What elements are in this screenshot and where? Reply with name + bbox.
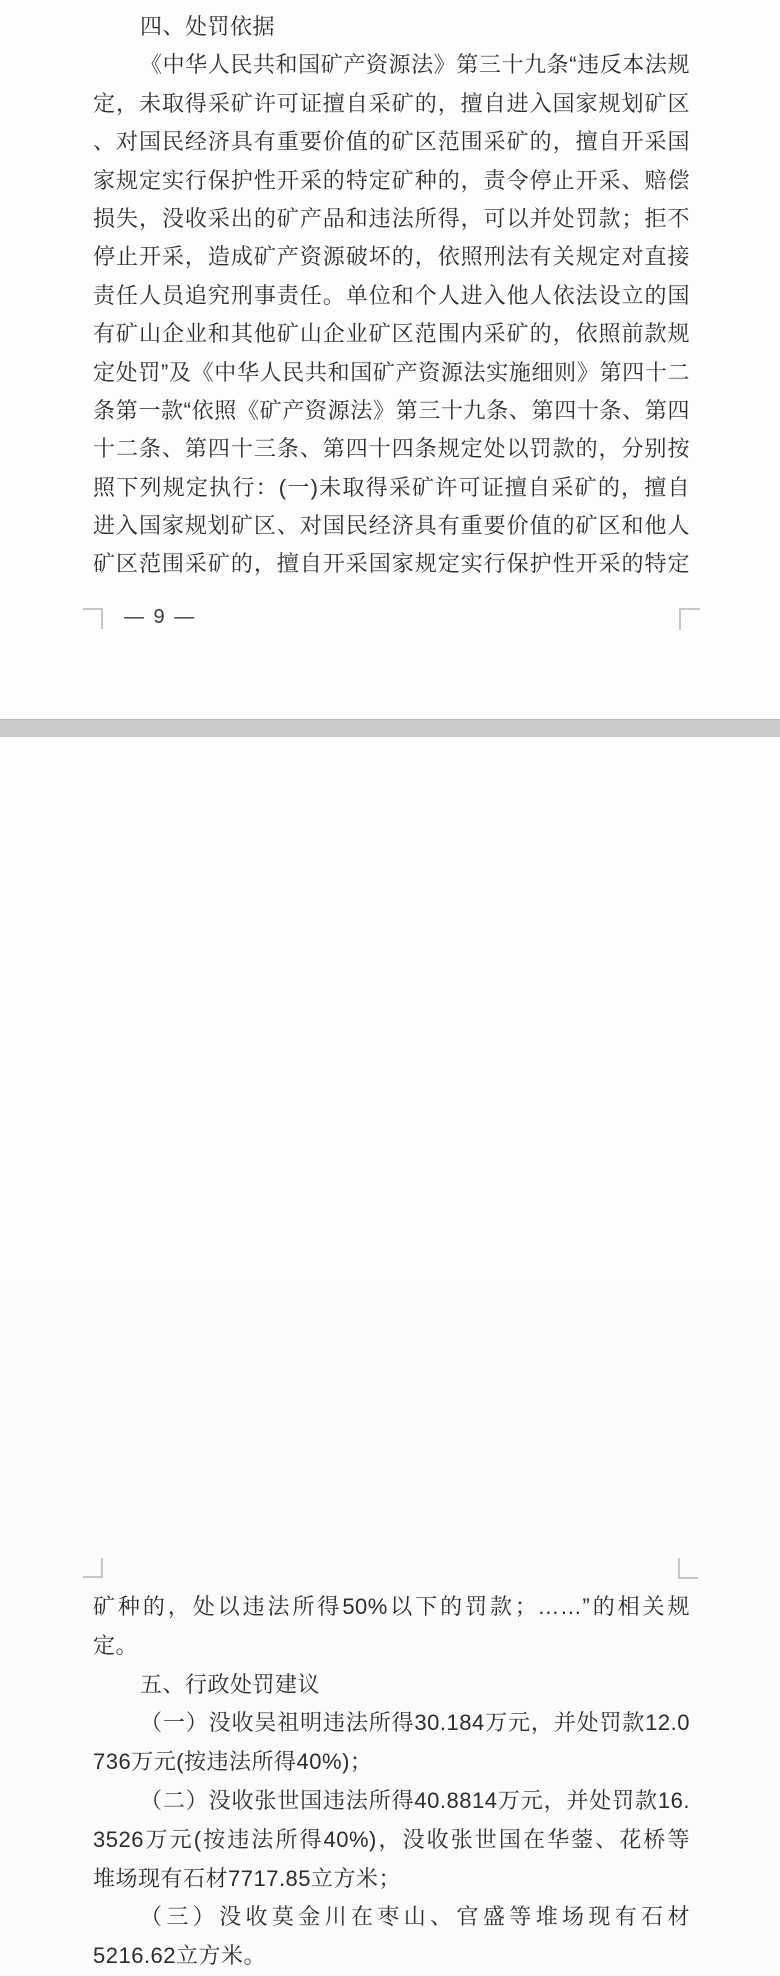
text-line: 定，未取得采矿许可证擅自采矿的，擅自进入国家规划矿区 [93,90,690,116]
text-line: 责任人员追究刑事责任。单位和个人进入他人依法设立的国 [93,282,690,308]
page-gap-divider [0,719,780,737]
text-line: 3526万元(按违法所得40%)，没收张世国在华蓥、花桥等 [93,1826,690,1852]
text-line: 四、处罚依据 [140,14,276,39]
page-number: — 9 — [124,606,197,628]
text-line: （三）没收莫金川在枣山、官盛等堆场现有石材 [140,1904,690,1930]
text-boundary-mark-top-right [678,1558,698,1579]
text-boundary-mark-bottom-right [679,608,700,630]
text-line: 矿种的，处以违法所得50%以下的罚款；……”的相关规 [93,1594,690,1619]
text-line: 、对国民经济具有重要价值的矿区范围采矿的，擅自开采国 [93,129,690,155]
page1-text-block [93,8,690,584]
document-page-1 [0,0,780,719]
text-boundary-mark-top-left [83,1558,103,1578]
text-line: 条第一款“依照《矿产资源法》第三十九条、第四十条、第四 [93,397,690,423]
text-line: 十二条、第四十三条、第四十四条规定处以罚款的，分别按 [93,436,690,462]
text-line: 五、行政处罚建议 [140,1671,321,1697]
document-page-2 [0,737,780,1969]
text-line: 有矿山企业和其他矿山企业矿区范围内采矿的，依照前款规 [93,321,690,347]
text-line: 损失，没收采出的矿产品和违法所得，可以并处罚款；拒不 [93,205,690,231]
text-line: （二）没收张世国违法所得40.8814万元，并处罚款16. [140,1787,690,1813]
page2-text-block [93,1588,690,1976]
text-line: 《中华人民共和国矿产资源法》第三十九条“违反本法规 [140,52,690,78]
text-line: 736万元(按违法所得40%)； [93,1749,373,1775]
text-line: 照下列规定执行：(一)未取得采矿许可证擅自采矿的，擅自 [93,474,690,500]
text-line: 停止开采，造成矿产资源破坏的，依照刑法有关规定对直接 [93,244,690,270]
text-line: 定处罚”及《中华人民共和国矿产资源法实施细则》第四十二 [93,359,690,385]
text-line: 堆场现有石材7717.85立方米； [93,1865,402,1891]
text-line: 家规定实行保护性开采的特定矿种的，责令停止开采、赔偿 [93,167,690,193]
text-boundary-mark-bottom-left [83,608,103,629]
text-line: 5216.62立方米。 [93,1943,267,1969]
text-line: 定。 [93,1632,139,1658]
text-line: 矿区范围采矿的，擅自开采国家规定实行保护性开采的特定 [93,551,690,577]
text-line: 进入国家规划矿区、对国民经济具有重要价值的矿区和他人 [93,513,690,539]
text-line: （一）没收吴祖明违法所得30.184万元，并处罚款12.0 [140,1710,690,1736]
